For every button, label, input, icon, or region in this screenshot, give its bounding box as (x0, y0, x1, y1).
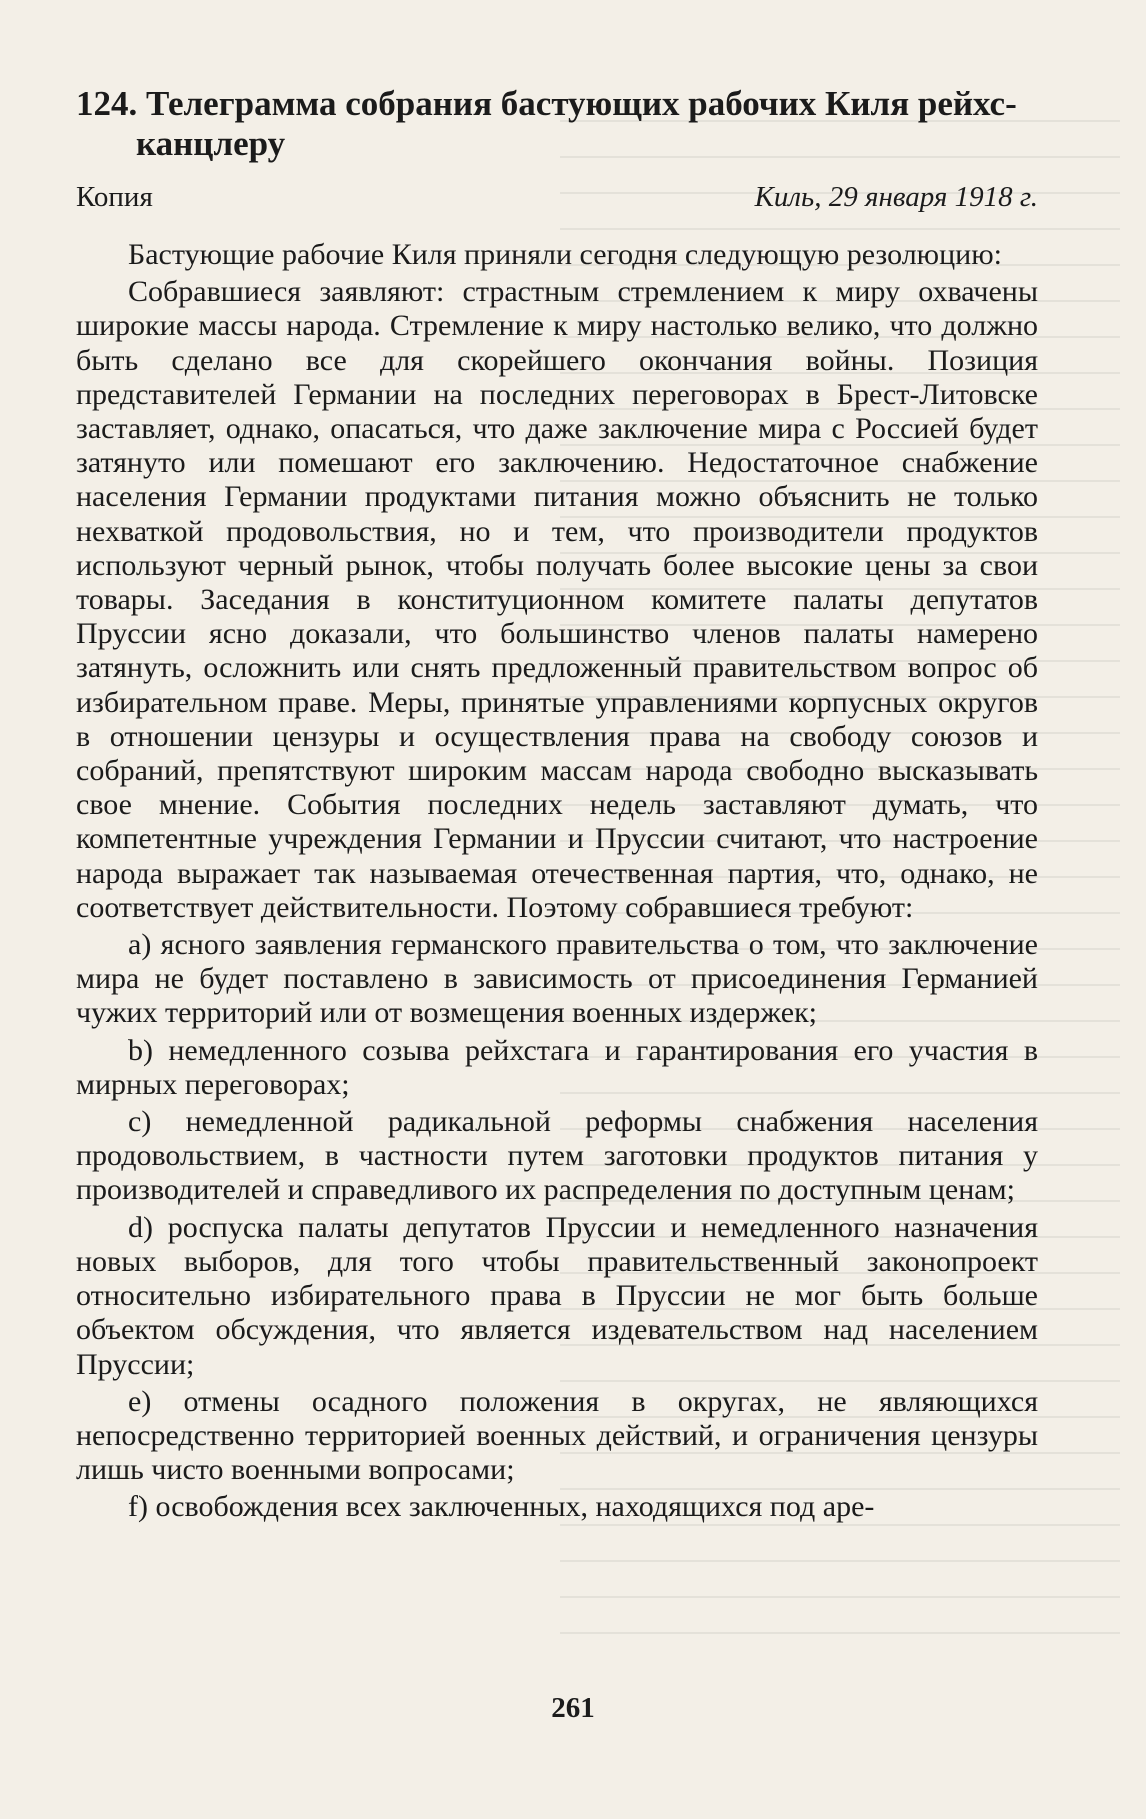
place-date: Киль, 29 января 1918 г. (754, 181, 1038, 213)
page-number: 261 (551, 1692, 595, 1724)
title-line-1: 124. Телеграмма собрания бастующих рабочих Киля рейхс- (76, 84, 1017, 123)
demand-d: d) роспуска палаты депутатов Пруссии и немедленного назначения новых выборов, для того чтобы правительственный законопроект относительно избирательного права в Пруссии не мог быть больше объектом обсуждения, что является издевательством над населением Пруссии; (76, 1210, 1038, 1381)
paragraph-declaration: Собравшиеся заявляют: страстным стремлением к миру охвачены широкие массы народа. Стремление к миру настолько велико, что должно быть сделано все для скорейшего окончания войны. Позиция представителей Германии на последних переговорах в Брест-Литовске заставляет, однако, опасаться, что даже заключение мира с Россией будет затянуто или помешают его заключению. Недостаточное снабжение населения Германии продуктами питания можно объяснить не только нехваткой продовольствия, но и тем, что производители продуктов используют черный рынок, чтобы получать более высокие цены за свои товары. Заседания в конституционном комитете палаты депутатов Пруссии ясно доказали, что большинство членов палаты намерено затянуть, осложнить или снять предложенный правительством вопрос об избирательном праве. Меры, принятые управлениями корпусных округов в отношении цензуры и осуществления права на свободу союзов и собраний, препятствуют широким массам народа свободно высказывать свое мнение. События последних недель заставляют думать, что компетентные учреждения Германии и Пруссии считают, что настроение народа выражает так называемая отечественная партия, что, однако, не соответствует действительности. Поэтому собравшиеся требуют: (76, 275, 1038, 924)
demand-a: a) ясного заявления германского правительства о том, что заключение мира не будет поставлено в зависимость от присоединения Германией чужих территорий или от возмещения военных издержек; (76, 928, 1038, 1030)
document-title (76, 84, 1038, 164)
text-block (76, 84, 1038, 1528)
document-body (76, 238, 1038, 1525)
demand-f: f) освобождения всех заключенных, находящихся под аре- (128, 1490, 875, 1524)
meta-row (76, 180, 1038, 214)
title-line-2: канцлеру (136, 124, 286, 163)
demand-e: e) отмены осадного положения в округах, не являющихся непосредственно территорией военных действий, и ограничения цензуры лишь чисто военными вопросами; (76, 1384, 1038, 1487)
demand-b: b) немедленного созыва рейхстага и гарантирования его участия в мирных переговорах; (76, 1033, 1038, 1101)
demand-c: c) немедленной радикальной реформы снабжения населения продовольствием, в частности путем заготовки продуктов питания у производителей и справедливого их распределения по доступным ценам; (76, 1105, 1038, 1207)
copy-label: Копия (76, 181, 153, 213)
paragraph-intro: Бастующие рабочие Киля приняли сегодня следующую резолюцию: (128, 238, 1002, 271)
